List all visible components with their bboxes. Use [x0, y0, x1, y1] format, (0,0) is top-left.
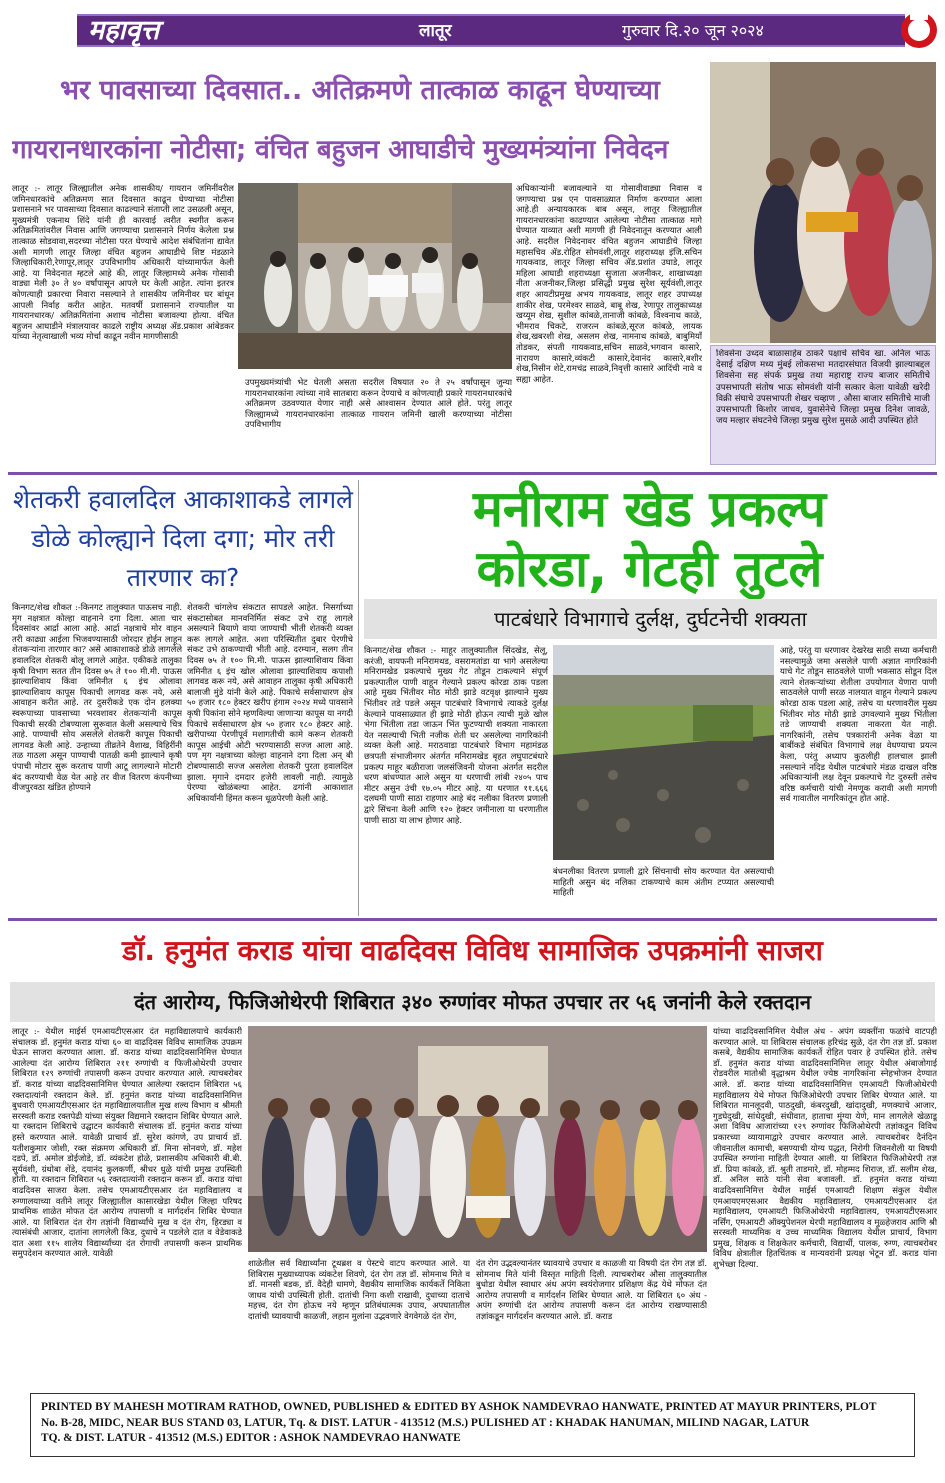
story2-column-2: शेतकरी चांगलेच संकटात सापडले आहेत. निसर्गाच्या संकटासोबत मानवनिर्मित संकट उभे राहू लागले असल्याने बियाणे वाया जाण्याची भीती शेतकरी व्यक्त करू लागले आहेत. अशा परिस्थितीत दुबार पेरणीचे संकट उभे ठाकण्याची भीती आहे. दरम्यान, सलग तीन दिवस ७५ ते १०० मि.मी. पाऊस झाल्याशिवाय किंवा जमिनीत ६ इंच खोल ओलावा झाल्याशिवाय कपाशी लागवड करू नये, असे आवाहन तालुका कृषी अधिकारी बालाजी मुंडे यांनी केले आहे. पिकाचे सर्वसाधारण क्षेत्र ५० हजार १८० हेक्टर खरीप हंगाम २०२४ मध्ये पावसाने कृषी पिकांना सोने म्हणविल्या जाणाऱ्या कापूस या नगदी पिकाचे सर्वसाधारण क्षेत्र ५० हजार १८० हेक्टर आहे. खरीपाच्या पेरणीपूर्व मशागतीची कामे करून शेतकरी कापूस आईची ओटी भरण्यासाठी सज्ज आला आहे. पण मृग नक्षत्राच्या कोल्हा वाहनाने दगा दिला अन् बी टोबण्यासाठी सज्ज असलेला शेतकरी पुरता हवालदिल झाला. मृगाने दमदार हजेरी लावली नाही. त्यामुळे पेरण्या खोळंबल्या आहेत. ढगांनी आकाशात अधिकार्यांनी हिंमत करून धूळपेरणी केली आहे. [187, 602, 353, 803]
story1-headline-line2: गायरानधारकांना नोटीसा; वंचित बहुजन आघाडीचे मुख्यमंत्र्यांना निवेदन [12, 135, 669, 165]
masthead-logo-icon [898, 8, 940, 52]
story4-mid-column-1: शाळेतील सर्व विद्यार्थ्यांना टूथब्रश व पेस्टचे वाटप करण्यात आले. या शिबिरास मुख्याध्यापक व्यंकटेश शिवणे, दंत रोग तज्ञ डॉ. सोमनाथ मिते व डॉ. मानसी बडक, डॉ. वैदेही धामणे, वैद्यकीय सामाजिक कार्यकर्ते निकिता जाधव यांची उपस्थिती होती. दातांची निगा कशी राखावी, दुधाच्या दाताचे महत्त्व, दंत रोग होऊच नये म्हणून प्रतिबंधात्मक उपाय, अपघातातील दातांची घ्यावयाची काळजी, लहान मुलांना उद्भवणारे वेगवेगळे दंत रोग, [248, 1258, 470, 1321]
story4-column-1: लातूर :- येथील माईर्स एमआयटीएसआर दंत महाविद्यालयाचे कार्यकारी संचालक डॉ. हनुमंत कराड यांचा ६० वा वाढदिवस विविध सामाजिक उपक्रम घेऊन साजरा करण्यात आला. डॉ. कराड यांच्या वाढदिवसानिमित्त घेण्यात आलेल्या दंत आरोग्य शिबिरात २११ रुग्णांची व फिजीओथेरपी उपचार शिबिरात १२९ रुग्णांची तपासणी करून उपचार करण्यात आले. त्याचबरोबर डॉ. कराड यांच्या वाढदिवसानिमित्त घेण्यात आलेल्या रक्तदान शिबिरात ५६ रक्तदात्यांनी रक्तदान केले. डॉ. हनुमंत कराड यांच्या वाढदिवसानिमित्त बुधवारी एमआयटीएसआर दंत महाविद्यालयातील मुख शल्य विभाग व श्रीमती सरस्वती कराड रक्तपेढी यांच्या संयुक्त विद्यमाने रक्तदान शिबिर घेण्यात आले. या रक्तदान शिबिराचे उद्घाटन कार्यकारी संचालक डॉ. हनुमंत कराड यांच्या हस्ते करण्यात आले. यावेळी प्राचार्य डॉ. सुरेश कांगणे, उप प्राचार्य डॉ. यतीशकुमार जोशी, रक्त संक्रमण अधिकारी डॉ. मिना सोनवणे, डॉ. महेश दडपे, डॉ. अमोल डोईजोडे, डॉ. व्यंकटेश होळे, प्रशासकीय अधिकारी बी.बी. सुर्यवंशी, ग्रंथोबा शेंडे, दयानंद कुलकर्णी, श्रीधर धुळे यांची प्रमुख उपस्थिती होती. या रक्तदान शिबिरात ५६ रक्तदात्यांनी रक्तदान करून डॉ. कराड यांचा वाढदिवस साजरा केला. तसेच एमआयटीएसआर दंत महाविद्यालय व रुग्णालयाच्या वतीने लातूर जिल्ह्यातील कासारखेडा येथील जिल्हा परिषद प्राथमिक शाळेत मोफत दंत आरोग्य तपासणी व मार्गदर्शन शिबिर घेण्यात आले. या शिबिरात दंत रोग तज्ञांनी विद्यार्थ्यांचे मुख व दंत रोग, हिरड्या व त्यासंबंधी आजार, दातांना लागलेली किड, दुधाचे न पडलेले दात व वेडेवाकडे दात अशा ११५ शालेय विद्यार्थ्यांच्या दंत रोगाची तपासणी करून प्राथमिक समुपदेशन करण्यात आले. यावेळी [12, 1026, 242, 1259]
dam-photo [553, 645, 774, 860]
masthead-date: गुरुवार दि.२० जून २०२४ [622, 21, 764, 40]
imprint-line-2: No. B-28, MIDC, NEAR BUS STAND 03, LATUR, Tq. & DIST. LATUR - 413512 (M.S.) PULISHED AT : KHADAK HANUMAN, MILIND NAGAR, LATUR [41, 1416, 810, 1429]
story1-protest-photo [238, 183, 512, 369]
story3-subheadline: पाटबंधारे विभागाचे दुर्लक्ष, दुर्घटनेची शक्यता [364, 599, 937, 639]
imprint-line-3: TQ. & DIST. LATUR - 413512 (M.S.) EDITOR : ASHOK NAMDEVRAO HANWATE [41, 1432, 461, 1444]
story1-column-1: लातूर :- लातूर जिल्ह्यातील अनेक शासकीय/ गायरान जमिनींवरील जमिनधारकांचे अतिक्रमण सात दिवसात काढून घेण्याच्या नोटीसा प्रशासनाने भर पावसाच्या दिवसात काढल्याने संताप्ती लाट उसळली असून, मुख्यमंत्री एकनाथ शिंदे यांनी ही कारवाई त्वरीत स्थगीत करून अतिक्रमितांवरील निवास आणि जगण्याचा प्रशासनाने निर्णय केलेला प्रश्न तात्काळ सोडवावा,सदरच्या नोटीसा परत घेण्याचे आदेश संबंधितांना द्यावेत अशी मागणी लातूर जिल्हा वंचित बहुजन आघाडीचे शिष्ट मंडळाने जिल्हाधिकारी,रेणापूर,लातूर उपविभागीय अधिकारी यांच्यामार्फत केली आहे. या निवेदनात म्हटले आहे की, लातूर जिल्हामध्ये अनेक गोसावी वाड्या मेली ३० ते ४० वर्षांपासून आपले घर केली आहेत. त्यांना इतरत्र कोणत्याही प्रकारचा निवारा नसल्याने ते शासकीय जमिनीवर घर बांधून आपली निर्वाह करीत आहेत. मतवर्षी प्रशासनाने राज्यातील या गायरानधारक/ अतिक्रमितांना अशाच नोटीसा बजावल्या होत्या. वंचित बहुजन आघाडीने मंत्रालयावर काढले राष्ट्रीय अध्यक्ष ॲड.प्रकाश आंबेडकर यांच्या नेतृत्वाखाली भव्य मोर्चा काढून नवीन मागणीसाठी [12, 183, 234, 342]
story3-headline-line1: मनीराम खेड प्रकल्प [472, 480, 827, 538]
dam-photo-caption: बंधनलीका वितरण प्रणाली द्वारे सिंचनाची सोय करण्यात येत असल्याची माहिती असुन बंद नलिका टाकण्याचे काम अंतीम टप्प्यात असल्याची माहिती [553, 866, 774, 898]
story3-column-3: आहे, परंतु या धरणावर देखरेख साठी सध्या कर्मचारी नसल्यामुळे जमा असलेले पाणी अज्ञात नागरिकांनी याचे गेट तोडून साठवलेले पाणी भकसाठ सोडून दिल त्याने शेतकऱ्यांच्या शेतीला उपयोगात येणारा पाणी साठवलेले पाणी सरळ नालयात वाहून गेल्याने प्रकल्प कोरडा ठाक पडला आहे, तसेच या धरणावरील मुख्य भिंतीवर मोठ मोठी झाडे उगवल्याने मुख्य भिंतीला तडे जाण्याची शक्यता नाकरता येत नाही. नागरिकांनी, तसेच पत्रकारांनी अनेक वेळा या बाबींकडे संबंधित विभागाचे लक्ष वेधण्याचा प्रयत्न केला, परंतु अध्याप कुठलीही हालचाल झाली नसल्याने नदिड येथील पाटबंधारे मंडळ दाखल वरिष्ठ अधिकाऱ्यांनी लक्ष देवून प्रकल्पाचे गेट दुरुस्ती तसेच वरिष्ठ कर्मचारी यांची नेमणूक करावी अशी मागणी सर्व गावातील नागरिकांतून होत आहे. [780, 645, 937, 804]
story4-subheadline: दंत आरोग्य, फिजिओथेरपी शिबिरात ३४० रुग्णांवर मोफत उपचार तर ५६ जनांनी केले रक्तदान [10, 982, 935, 1022]
story3-headline-line2: कोरडा, गेटही तुटले [476, 540, 823, 598]
story4-mid-column-2: दंत रोग उद्भवल्यानंतर घ्यावयाचे उपचार व काळजी या विषयी दंत रोग तज्ञ डॉ. सोमनाथ मिते यांनी विस्तृत माहिती दिली. त्याचबरोबर औसा तालुक्यातील बुधोडा येथील स्वाधार अंध अपंग स्वयंरोजगार प्रशिक्षण केंद्र येथे मोफत दंत आरोग्य तपासणी व मार्गदर्शन शिबिर घेण्यात आले. या शिबिरात ६० अंध - अपंग रुग्णांची दंत आरोग्य तपासणी करून दंत आरोग्य राखण्यासाठी तज्ञांकडून मार्गदर्शन करण्यात आले. डॉ. कराड [476, 1258, 707, 1321]
felicitation-photo-image [710, 62, 936, 343]
masthead-city: लातूर [419, 21, 452, 41]
story2-headline: शेतकरी हवालदिल आकाशाकडे लागले डोळे कोल्ह्याने दिला दगा; मोर तरी तारणार का? [12, 485, 354, 592]
protest-photo-image [238, 183, 512, 369]
felicitation-photo [710, 62, 936, 343]
story3-column-1: किनगट/शेख शौकत :- माहूर तालुक्यातील सिंदखेड, सेलू, करंजी, वायफनी मनिरामथड, वसरामतांडा या भागे असलेल्या मनिरामखेड प्रकल्पाचे मुख्य गेट तोडून टाकल्याने संपूर्ण प्रकल्पातील पाणी वाहून गेल्याने प्रकल्प कोरडा ठाक पडला आहे मुख्य भिंतीवर मोठ मोठी झाडे वटवृक्ष झाल्याने मुख्य भिंतीवर तडे पडले असून पाटबंधारे विभागाचे त्याकडे दुर्लक्ष केल्याने पावसाळ्यात ही झाडे मोठी होऊन त्याची मुळे खोल भेगा भिंतीला तडा जाऊन भिंत फुटण्याची शक्यता नाकारता येत नसल्याची भिती नजीक शेती घर असलेल्या नागरिकांनी व्यक्त केली आहे. मराठवाडा पाटबंधारे विभाग महामंडळ छत्रपती संभाजीनगर अंतर्गत मनिरामखेड बृहत लघुपाटबंधारे प्रकल्प माहूर बळीराजा जलसंजिवनी योजना अंतर्गत सदरील धरण बांधण्यात आले असुन या धरणाची लांबी २४०५ पाच मीटर असुन उंची १७.०५ मीटर आहे. या धरणात ११.६६६ दलघमी पाणी साठा राहणार आहे बंद नलीका वितरण प्रणाली द्वारे सिंचना केली आणि १२० हेक्टर जमीनाला या धरणातील पाणी साठा या लाभ होणार आहे. [364, 645, 548, 825]
imprint-line-1: PRINTED BY MAHESH MOTIRAM RATHOD, OWNED, PUBLISHED & EDITED BY ASHOK NAMDEVRAO HANWATE, PRINTED AT MAYUR PRINTERS, PLOT [41, 1401, 877, 1413]
masthead-paper-name: महावृत्त [88, 15, 160, 46]
story4-column-3: यांच्या वाढदिवसानिमित्त येथील अंध - अपंग व्यक्तींना फळांचे वाटपही करण्यात आले. या शिबिरास संचालक हरिचंद्र सुळे, दंत रोग तज्ञ डॉ. प्रकाश कसबे, वैद्यकीय सामाजिक कार्यकर्ते रोहित पवार हे उपस्थित होते. तसेच डॉ. हनुमंत कराड यांच्या वाढदिवसानिमित्त लातूर येथील अंबाजोगाई रोडवरील मातोश्री वृद्धाश्रम येथील ज्येष्ठ नागरिकांना स्नेहभोजन देण्यात आले. डॉ. कराड यांच्या वाढदिवसानिमित्त एमआयटी फिजीओथेरपी महाविद्यालय येथे मोफत फिजिओथेरपी उपचार शिबिर घेण्यात आले. या शिबिरात मानलूदवी, पाठदुखी, कंबरदुखी, खांदादुखी, मणक्याचे आजार, गुडघेदुखी, सांधेदुखी, संधीवात, हाताचा मुंग्या येणे, मान लागलेले खेळाडू अशा विविध आजारांच्या १२९ रुग्णांवर फिजिओथेरपी तज्ञांकडून विविध प्रकारच्या व्यायामाद्वारे उपचार करण्यात आले. त्याचबरोबर दैनंदिन जीवनातील कामाची, बसण्याची योग्य पद्धत, निरोगी जिवनशैली या विषयी उपस्थित रुग्णांना माहिती देण्यात आली. या शिबिरात फिजिओथेरपी तज्ञ डॉ. प्रिया कांबळे, डॉ. श्रुती ताडमारे, डॉ. मोहम्मद शिराज, डॉ. सलीम शेख, डॉ. अनिल साठे यांनी सेवा बजावली. डॉ. हनुमंत कराड यांच्या वाढदिवसानिमित्त येथील माईर्स एमआयटी शिक्षण संकुल येथील एमआयएमएसआर वैद्यकीय महाविद्यालय, एमआयटीएसआर दंत महाविद्यालय, एमआयटी फिजिओथेरपी महाविद्यालय, एमआयटीएसआर नर्सिंग, एमआयटी ऑक्युपेशनल थेरपी महाविद्यालय व मुळ्हेजराव आणि श्री सरस्वती माध्यमिक व उच्च माध्यमिक विद्यालय येथील प्राचार्य, विभाग प्रमुख, शिक्षक व शिक्षकेतर कर्मचारी, विद्यार्थी, पालक, रुग्ण, त्याचबरोबर विविध क्षेत्रातील हितचिंतक व मान्यवरांनी प्रत्यक्ष भेटून डॉ. कराड यांना शुभेच्छा दिल्या. [713, 1026, 937, 1270]
dam-photo-image [553, 645, 774, 860]
story1-headline-line1: भर पावसाच्या दिवसात.. अतिक्रमणे तात्काळ काढून घेण्याच्या [60, 75, 660, 106]
story4-headline: डॉ. हनुमंत कराड यांचा वाढदिवस विविध सामाजिक उपक्रमांनी साजरा [122, 934, 823, 967]
imprint-footer [30, 1393, 915, 1457]
felicitation-caption: शिवसेना उध्दव बाळासाहेब ठाकरे पक्षाचे सचिव खा. अनिल भाऊ देसाई दक्षिण मध्य मुंबई लोकसभा मतदारसंघात विजयी झाल्याबद्दल शिवसेना सह संपर्क प्रमुख तथा महाराष्ट्र राज्य बाजार समितीचे उपसभापती संतोष भाऊ सोमवंशी यांनी सत्कार केला यावेळी खरेदी विक्री संघाचे उपसभापती शेखर चव्हाण , औसा बाजार समितीचे माजी उपसभापती किशोर जाधव, युवासेनेचे जिल्हा प्रमुख दिनेश जावळे, जय मल्हार संघटनेचे जिल्हा प्रमुख सुरेश मुसळे आदी उपस्थित होते [716, 349, 930, 427]
vertical-rule [358, 480, 359, 916]
masthead [77, 14, 905, 47]
birthday-photo [248, 1026, 707, 1252]
section-rule-2 [8, 918, 937, 921]
birthday-photo-image [248, 1026, 707, 1252]
story2-column-1: किनगट/शेख शौकत :-किनगट तालुक्यात पाऊसच नाही. मृग नक्षत्रात कोल्हा वाहनाने दगा दिला. आता चार दिवसांवर आर्द्रा आला आहे. आर्द्रा नक्षत्राचे मोर वाहन तरी काढ्या आईला भिजवण्यासाठी जोरदार होईन लाहून शेतकऱ्यांना तारणार का? असे आकाशाकडे डोळे लागलेले हवालदिल शेतकरी बोलू लागले आहेत. एकीकडे तालुका कृषी विभाग सतत तीन दिवस ७५ ते १०० मी.मी. पाऊस झाल्याशिवाय किंवा जमिनीत ६ इंच ओलावा झाल्याशिवाय कापूस पिकाची लागवड करू नये, असे आवाहन करीत आहे. तर दुसरीकडे एक दोन हलक्या स्वरूपाच्या पावसाच्या भरवशावर शेतकऱ्यांनी कापूस पिकाची सरकी टोबण्याला सुरूवात केली असल्याचे चित्र आहे. पाण्याची सोय असलेले शेतकरी कापूस पिकाची लागवड केली आहे. उन्हाच्या तीव्रतेने वैशाख, विहिरींनी तळ गाठला असून पाण्याची पातळी कमी झाल्याने कृषी पंपाची मोटार सुरू करताच पाणी आटू लागल्याने मोटारी बंद करण्याची वेळ येत आहे तर वीज वितरण कंपनीच्या वीजपुरवठा खंडित होण्याने [12, 602, 182, 793]
section-rule-1 [8, 472, 937, 475]
story1-column-2: उपमुख्यमंत्र्यांची भेट घेतली असता सदरील विषयात २० ते २५ वर्षांपासून जुन्या गायरानधारकांना त्यांच्या नावे सातबारा करून देण्याचे व कोणत्याही प्रकारे गायरानधारकांचे अतिक्रमण उठवण्यात येणार नाही असे आश्वासन देण्यात आले होते. परंतु लातूर जिल्ह्यामध्ये गायरानधारकांना तात्काळ गायरान जमिनी खाली करण्याच्या नोटीसा उपविभागीय [245, 377, 512, 430]
story1-column-3: अधिकाऱ्यांनी बजावल्याने या गोसावीवाड्या निवास व जगण्याचा प्रश्न एन पावसाळ्यात निर्माण करण्यात आला आहे.ही अन्यायकारक बाब असून, लातूर जिल्ह्यातील गायरानधारकांना काढण्यात आलेल्या नोटीसा तात्काळ मागे घेण्यात याव्यात अशी मागणी ही निवेदनातून करण्यात आली आहे. सदरील निवेदनावर वंचित बहुजन आघाडीचे जिल्हा महासचिव ॲड.रोहित सोमवंशी,लातूर शहराध्यक्ष इंजि.सचिन गायकवाड, लातूर जिल्हा सचिव ॲड.प्रशांत उघाडे, लातूर महिला आघाडी शहराध्यक्षा सुजाता अजनीकर, शाखाध्यक्षा नीता अजनीकर,जिल्हा प्रसिद्धी प्रमुख सुरेश सूर्यवंशी,लातूर शहर आयटीप्रमुख अभय गायकवाड, लातूर शहर उपाध्यक्ष शाकीर शेख, परमेश्वर साळवे, बाबू शेख, रेणापूर तालुकाध्यक्ष खय्यूम शेख, सुशील कांबळे,तानाजी कांबळे, विश्वनाथ काळे, भीमराव चिकटे, राजरत्न कांबळे,सूरज कांबळे, लायक शेख,खबरशी शेख, असलम शेख, नामनाथ कांबळे, बाबुमियाँ तोडकर, संपती गायकवाड,सचिन साळवे,भगवान कासारे, नारायण कासारे,व्यंकटी कासारे,देवानंद कासारे,बशीर शेख,निसीन शेटे,रामचंद्र साळवे,निवृत्ती कासारे आदिंची नावे व सह्या आहेत. [516, 183, 702, 384]
